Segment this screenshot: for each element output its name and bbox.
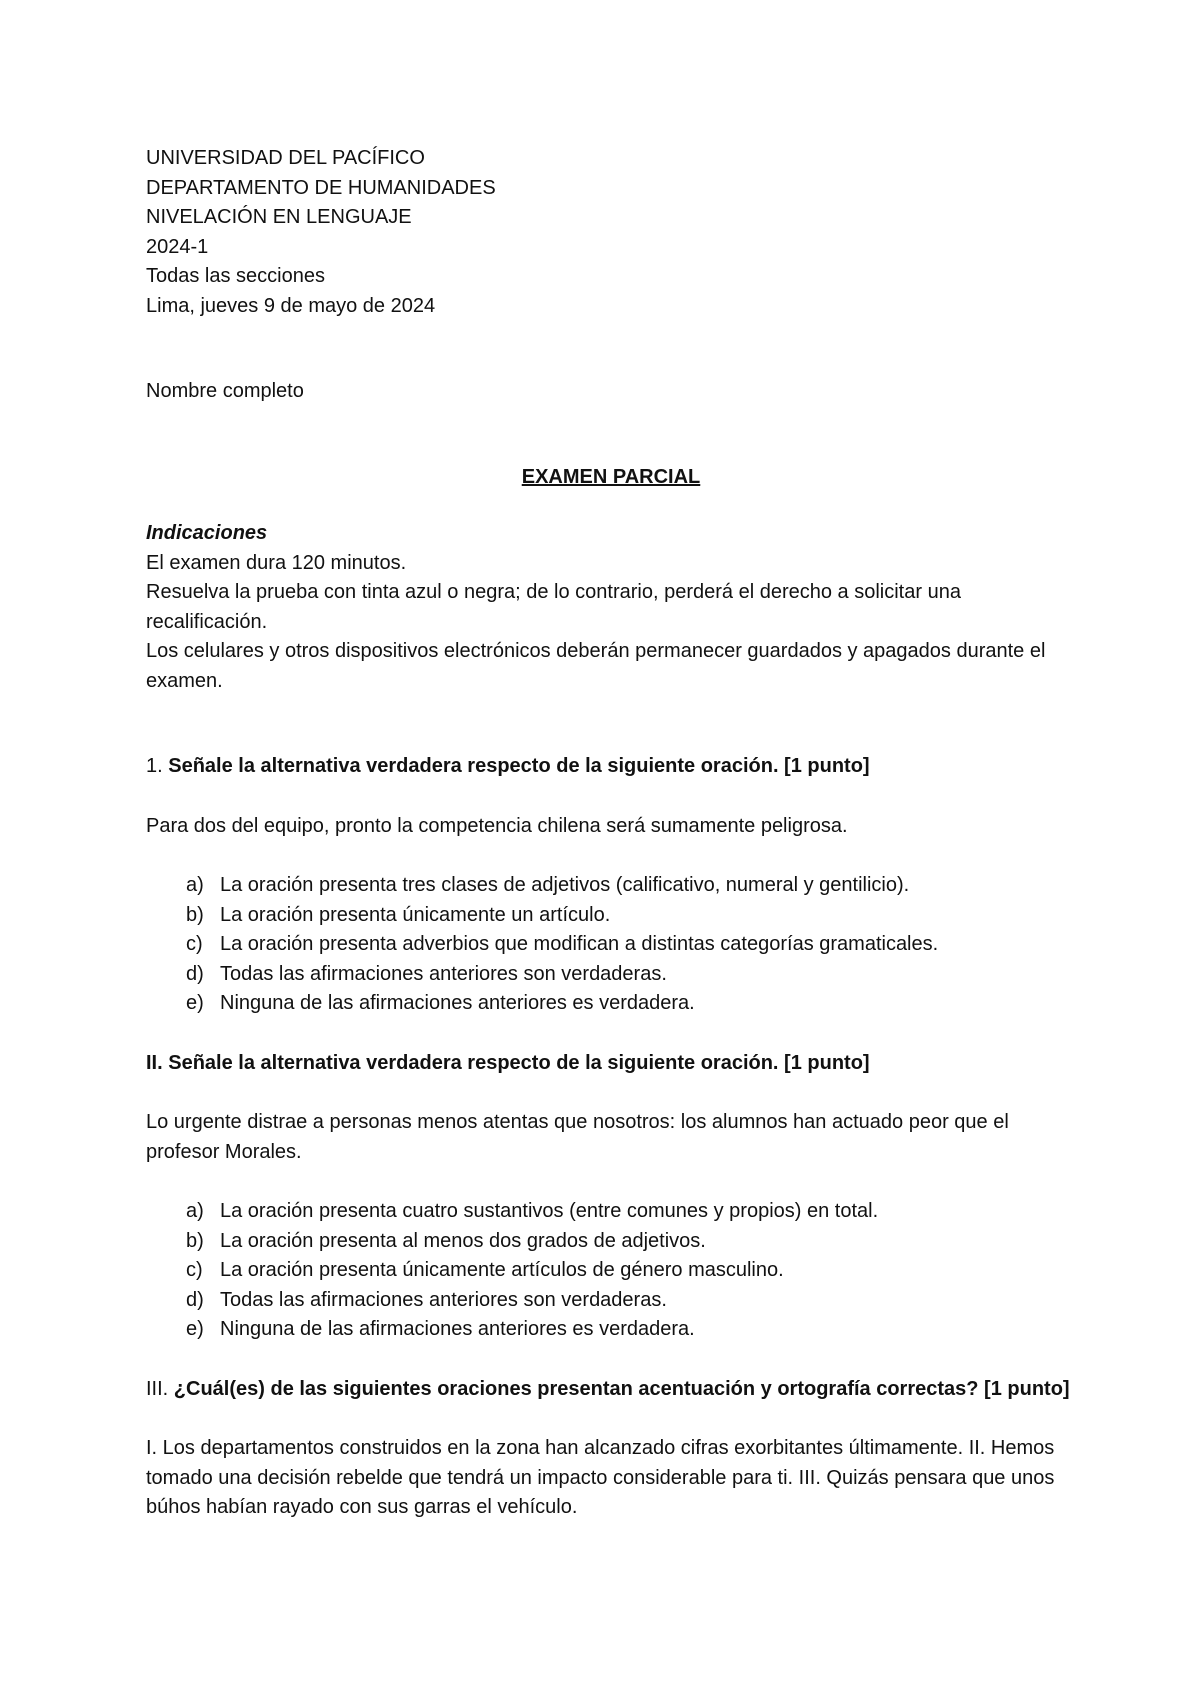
option-letter: e) bbox=[186, 992, 204, 1014]
option-letter: e) bbox=[186, 1318, 204, 1340]
option-letter: c) bbox=[186, 1259, 203, 1281]
instruction-item: Los celulares y otros dispositivos electrónicos deberán permanecer guardados y apagados durante el examen. bbox=[146, 640, 1046, 692]
question-1 bbox=[146, 752, 1076, 1019]
option-c[interactable] bbox=[186, 930, 1076, 960]
date-line: Lima, jueves 9 de mayo de 2024 bbox=[146, 294, 436, 317]
option-text: La oración presenta únicamente artículos de género masculino. bbox=[220, 1259, 784, 1281]
option-text: Ninguna de las afirmaciones anteriores es verdadera. bbox=[220, 1318, 695, 1340]
option-e[interactable] bbox=[186, 989, 1076, 1019]
option-letter: d) bbox=[186, 1288, 204, 1311]
option-b[interactable] bbox=[186, 1227, 1076, 1257]
option-c[interactable] bbox=[186, 1256, 1076, 1286]
question-text: ¿Cuál(es) de las siguientes oraciones presentan acentuación y ortografía correctas? [1 punto] bbox=[173, 1377, 1070, 1400]
question-number: II. bbox=[146, 1051, 163, 1074]
department-name: DEPARTAMENTO DE HUMANIDADES bbox=[146, 176, 496, 199]
options-list bbox=[146, 1197, 1076, 1345]
option-text: Ninguna de las afirmaciones anteriores es verdadera. bbox=[220, 992, 695, 1014]
instructions-heading: Indicaciones bbox=[146, 522, 268, 544]
option-text: Todas las afirmaciones anteriores son verdaderas. bbox=[220, 1288, 667, 1311]
question-prompt bbox=[146, 752, 1076, 782]
question-prompt bbox=[146, 1049, 1076, 1079]
option-a[interactable] bbox=[186, 871, 1076, 901]
question-3 bbox=[146, 1375, 1076, 1523]
term: 2024-1 bbox=[146, 235, 209, 258]
option-letter: c) bbox=[186, 933, 203, 955]
course-name: NIVELACIÓN EN LENGUAJE bbox=[146, 206, 412, 228]
option-text: La oración presenta tres clases de adjetivos (calificativo, numeral y gentilicio). bbox=[220, 874, 910, 896]
sections: Todas las secciones bbox=[146, 265, 325, 287]
option-text: Todas las afirmaciones anteriores son verdaderas. bbox=[220, 962, 667, 985]
question-prompt bbox=[146, 1375, 1076, 1405]
option-letter: d) bbox=[186, 962, 204, 985]
option-text: La oración presenta cuatro sustantivos (entre comunes y propios) en total. bbox=[220, 1200, 879, 1222]
option-b[interactable] bbox=[186, 901, 1076, 931]
exam-title: EXAMEN PARCIAL bbox=[521, 465, 701, 488]
option-d[interactable] bbox=[186, 1286, 1076, 1316]
instruction-item: El examen dura 120 minutos. bbox=[146, 551, 407, 574]
instructions-block bbox=[146, 519, 1076, 696]
question-sentence: Para dos del equipo, pronto la competencia chilena será sumamente peligrosa. bbox=[146, 814, 848, 837]
question-statements: I. Los departamentos construidos en la zona han alcanzado cifras exorbitantes últimamente. II. Hemos tomado una decisión rebelde que tendrá un impacto considerable para ti. III. Quizás pensara que unos búhos habían rayado con sus garras el vehículo. bbox=[146, 1437, 1055, 1518]
option-d[interactable] bbox=[186, 960, 1076, 990]
option-text: La oración presenta al menos dos grados de adjetivos. bbox=[220, 1229, 706, 1252]
option-text: La oración presenta únicamente un artículo. bbox=[220, 903, 611, 926]
header-block bbox=[146, 144, 1076, 321]
options-list bbox=[146, 871, 1076, 1019]
instruction-item: Resuelva la prueba con tinta azul o negra; de lo contrario, perderá el derecho a solicitar una recalificación. bbox=[146, 581, 961, 633]
option-a[interactable] bbox=[186, 1197, 1076, 1227]
document-body bbox=[146, 144, 1076, 1523]
question-text: Señale la alternativa verdadera respecto de la siguiente oración. [1 punto] bbox=[168, 755, 870, 777]
question-number: 1. bbox=[146, 755, 163, 777]
university-name: UNIVERSIDAD DEL PACÍFICO bbox=[146, 147, 425, 169]
option-letter: a) bbox=[186, 874, 204, 896]
question-sentence: Lo urgente distrae a personas menos atentas que nosotros: los alumnos han actuado peor que el profesor Morales. bbox=[146, 1111, 1009, 1163]
question-2 bbox=[146, 1049, 1076, 1345]
option-letter: b) bbox=[186, 1229, 204, 1252]
name-label: Nombre completo bbox=[146, 380, 304, 402]
option-text: La oración presenta adverbios que modifican a distintas categorías gramaticales. bbox=[220, 933, 939, 955]
option-e[interactable] bbox=[186, 1315, 1076, 1345]
question-text: Señale la alternativa verdadera respecto de la siguiente oración. [1 punto] bbox=[168, 1051, 870, 1074]
option-letter: a) bbox=[186, 1200, 204, 1222]
option-letter: b) bbox=[186, 903, 204, 926]
question-number: III. bbox=[146, 1377, 169, 1400]
